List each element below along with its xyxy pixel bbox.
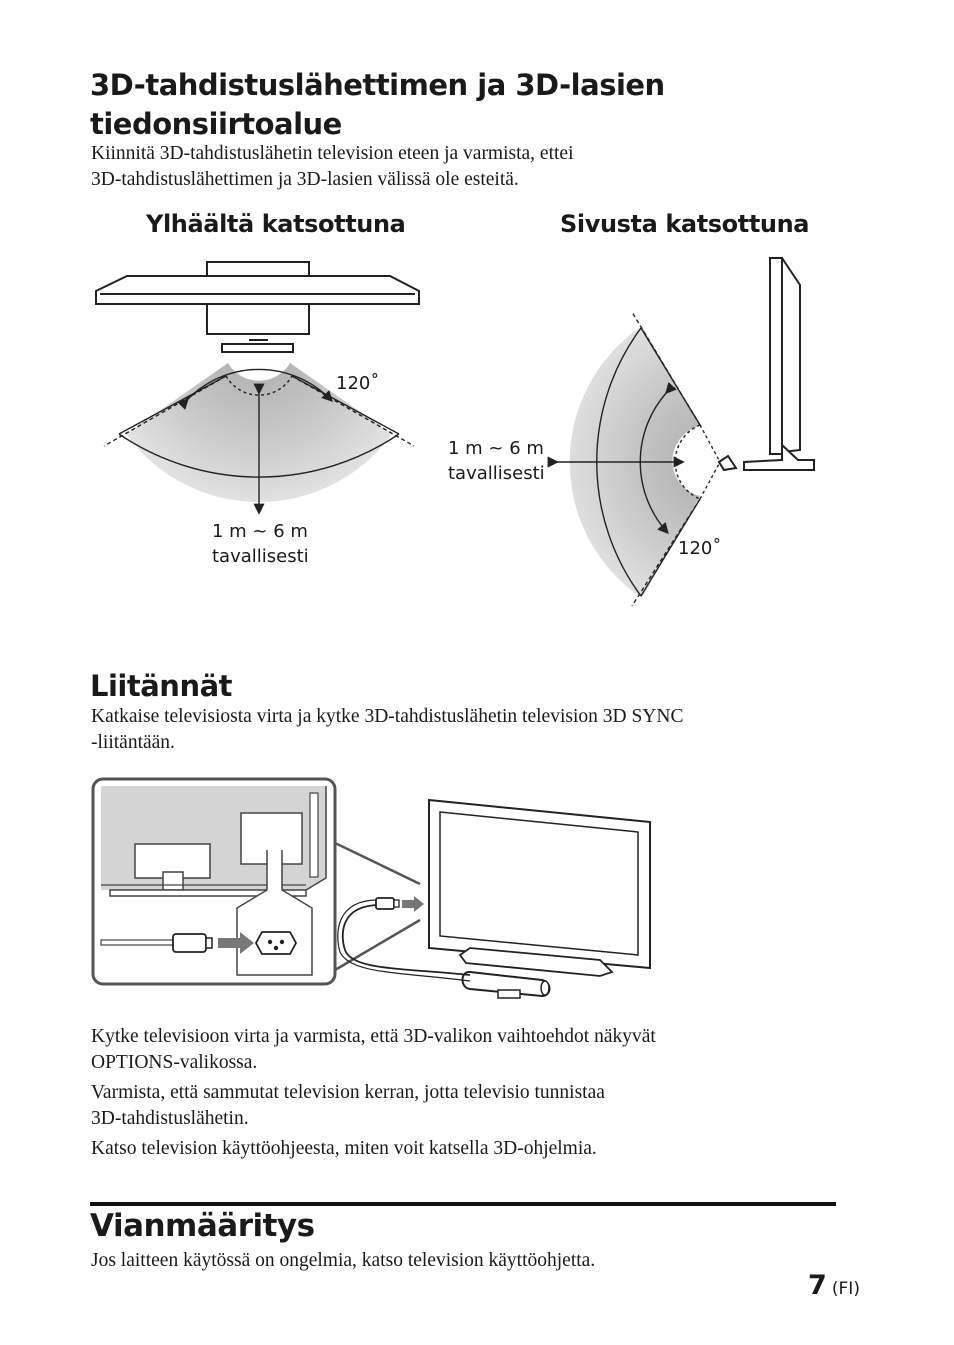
- sync-cable-plug: [376, 898, 399, 909]
- intro-line2: 3D-tahdistuslähettimen ja 3D-lasien välissä ole esteitä.: [91, 169, 519, 190]
- page-language: (FI): [831, 1279, 860, 1299]
- section-title-line2: tiedonsiirtoalue: [90, 107, 342, 141]
- step-para1: [91, 1024, 656, 1076]
- connections-intro-line2: -liitäntään.: [91, 732, 175, 753]
- step-para2: [91, 1080, 605, 1132]
- side-view-heading: Sivusta katsottuna: [560, 210, 810, 238]
- connections-intro-line1: Katkaise televisiosta virta ja kytke 3D-tahdistuslähetin television 3D SYNC: [91, 706, 684, 727]
- tv-front: [429, 800, 650, 976]
- insert-arrow: [402, 896, 424, 912]
- top-view-distance-line2: tavallisesti: [212, 546, 309, 567]
- step-para1-line1: Kytke televisioon virta ja varmista, että 3D-valikon vaihtoehdot näkyvät: [91, 1026, 656, 1047]
- intro-line1: Kiinnitä 3D-tahdistuslähetin television eteen ja varmista, ettei: [91, 143, 574, 164]
- 3d-sync-port-icon: [256, 932, 296, 954]
- connections-title: Liitännät: [90, 669, 233, 703]
- step-para3: Katso television käyttöohjeesta, miten voit katsella 3D-ohjelmia.: [91, 1138, 597, 1159]
- troubleshooting-title: Vianmääritys: [90, 1208, 315, 1244]
- page-number: 7: [808, 1270, 827, 1301]
- troubleshooting-body: Jos laitteen käytössä on ongelmia, katso television käyttöohjetta.: [91, 1250, 596, 1271]
- top-view-distance-line1: 1 m ~ 6 m: [212, 521, 308, 542]
- top-view-heading: Ylhäältä katsottuna: [146, 210, 406, 238]
- step-para2-line2: 3D-tahdistuslähetin.: [91, 1108, 249, 1129]
- side-view-distance-line2: tavallisesti: [448, 463, 545, 484]
- zoom-panel: [93, 779, 335, 984]
- top-view-angle-label: 120˚: [336, 373, 380, 394]
- 3d-sync-transmitter: [463, 972, 550, 998]
- section-title-line1: 3D-tahdistuslähettimen ja 3D-lasien: [90, 68, 665, 102]
- side-view-angle-label: 120˚: [678, 538, 722, 559]
- step-para2-line1: Varmista, että sammutat television kerran, jotta televisio tunnistaa: [91, 1082, 605, 1103]
- page-number-block: [808, 1270, 860, 1301]
- step-para1-line2: OPTIONS-valikossa.: [91, 1052, 258, 1073]
- side-view-distance-line1: 1 m ~ 6 m: [448, 438, 544, 459]
- section-divider: [90, 1202, 836, 1206]
